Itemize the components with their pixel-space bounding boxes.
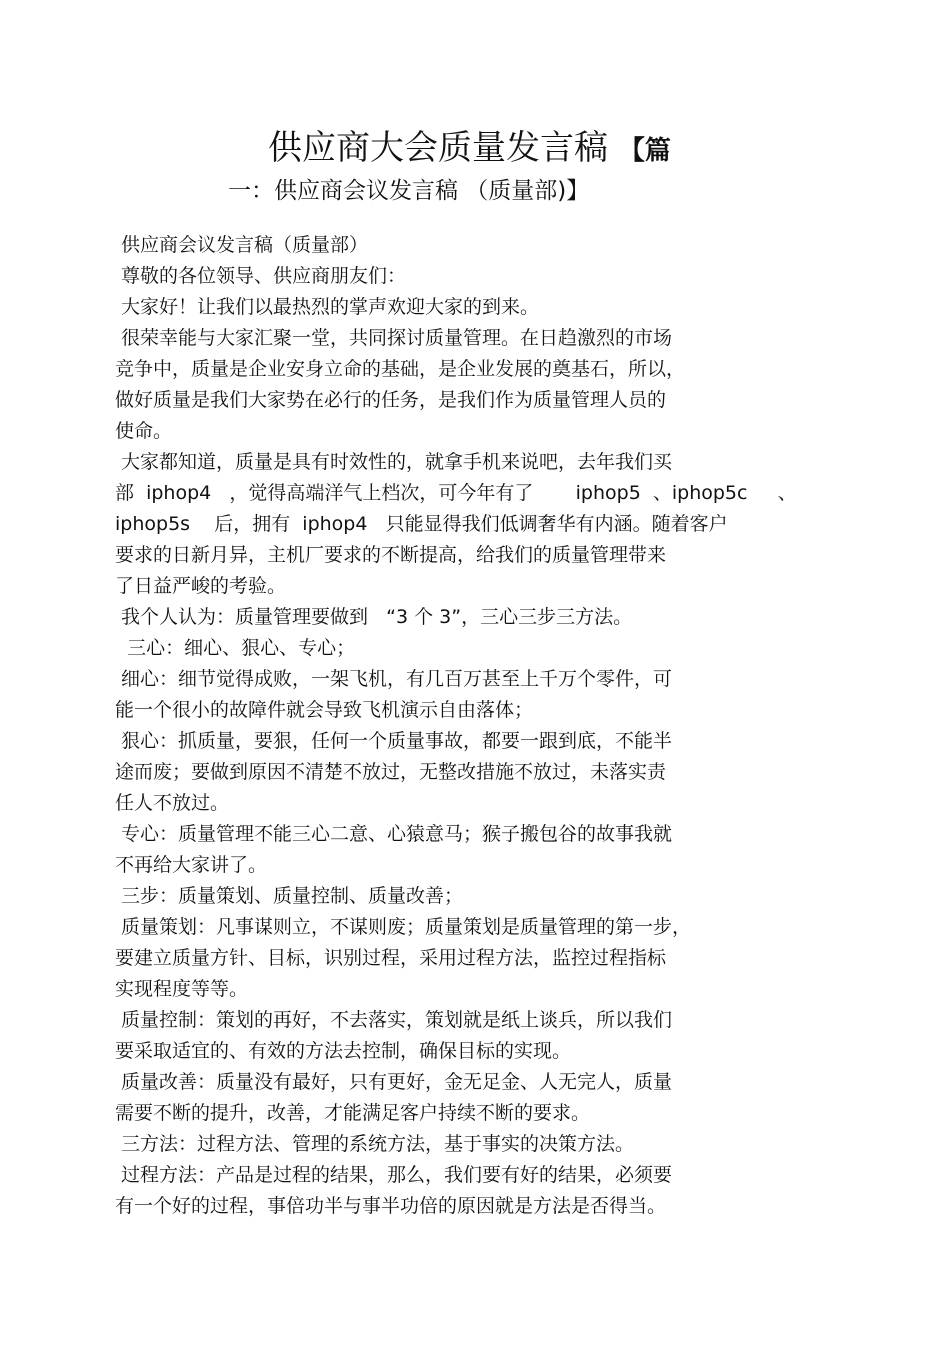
body-line: 任人不放过。 — [115, 792, 230, 814]
body-line: 能一个很小的故障件就会导致飞机演示自由落体； — [115, 699, 534, 721]
body-line: 了日益严峻的考验。 — [115, 575, 287, 597]
body-line: 竞争中，质量是企业安身立命的基础，是企业发展的奠基石，所以， — [115, 358, 686, 380]
body-line: 尊敬的各位领导、供应商朋友们： — [115, 265, 407, 287]
body-line: iphop5s 后，拥有 iphop4 只能显得我们低调奢华有内涵。随着客户 — [115, 513, 728, 535]
body-line: 不再给大家讲了。 — [115, 854, 268, 876]
body-line: 供应商会议发言稿（质量部） — [115, 234, 369, 256]
body-line: 狠心：抓质量，要狠，任何一个质量事故，都要一跟到底，不能半 — [115, 730, 673, 752]
body-line: 要求的日新月异，主机厂要求的不断提高，给我们的质量管理带来 — [115, 544, 667, 566]
document-title — [268, 126, 671, 173]
body-line: 实现程度等等。 — [115, 978, 249, 1000]
body-line: 三步：质量策划、质量控制、质量改善； — [115, 885, 464, 907]
body-line: 质量控制：策划的再好，不去落实，策划就是纸上谈兵，所以我们 — [115, 1009, 673, 1031]
body-line: 质量策划：凡事谋则立，不谋则废；质量策划是质量管理的第一步， — [115, 916, 692, 938]
body-line: 大家好！让我们以最热烈的掌声欢迎大家的到来。 — [115, 296, 540, 318]
body-line: 质量改善：质量没有最好，只有更好，金无足金、人无完人，质量 — [115, 1071, 673, 1093]
title-bracket-start: 【篇 — [618, 136, 671, 166]
body-line: 专心：质量管理不能三心二意、心猿意马；猴子搬包谷的故事我就 — [115, 823, 673, 845]
body-line: 三心：细心、狠心、专心； — [115, 637, 356, 659]
body-line: 有一个好的过程，事倍功半与事半功倍的原因就是方法是否得当。 — [115, 1195, 667, 1217]
body-line: 大家都知道，质量是具有时效性的，就拿手机来说吧，去年我们买 — [115, 451, 673, 473]
body-line: 途而废；要做到原因不清楚不放过，无整改措施不放过，未落实责 — [115, 761, 667, 783]
body-line: 很荣幸能与大家汇聚一堂，共同探讨质量管理。在日趋激烈的市场 — [115, 327, 673, 349]
document-body — [115, 230, 895, 1222]
body-line: 部 iphop4 ，觉得高端洋气上档次，可今年有了 iphop5 、iphop5c 、 — [115, 482, 797, 504]
body-line: 我个人认为：质量管理要做到 “3 个 3”，三心三步三方法。 — [115, 606, 633, 628]
body-line: 过程方法：产品是过程的结果，那么，我们要有好的结果，必须要 — [115, 1164, 673, 1186]
body-line: 需要不断的提升，改善，才能满足客户持续不断的要求。 — [115, 1102, 591, 1124]
body-line: 细心：细节觉得成败，一架飞机，有几百万甚至上千万个零件，可 — [115, 668, 673, 690]
body-line: 做好质量是我们大家势在必行的任务，是我们作为质量管理人员的 — [115, 389, 667, 411]
body-line: 三方法：过程方法、管理的系统方法，基于事实的决策方法。 — [115, 1133, 635, 1155]
document-subtitle: 一：供应商会议发言稿 （质量部)】 — [228, 178, 590, 204]
body-line: 使命。 — [115, 420, 173, 442]
body-line: 要建立质量方针、目标，识别过程，采用过程方法，监控过程指标 — [115, 947, 667, 969]
body-line: 要采取适宜的、有效的方法去控制，确保目标的实现。 — [115, 1040, 572, 1062]
title-main: 供应商大会质量发言稿 — [268, 128, 608, 168]
